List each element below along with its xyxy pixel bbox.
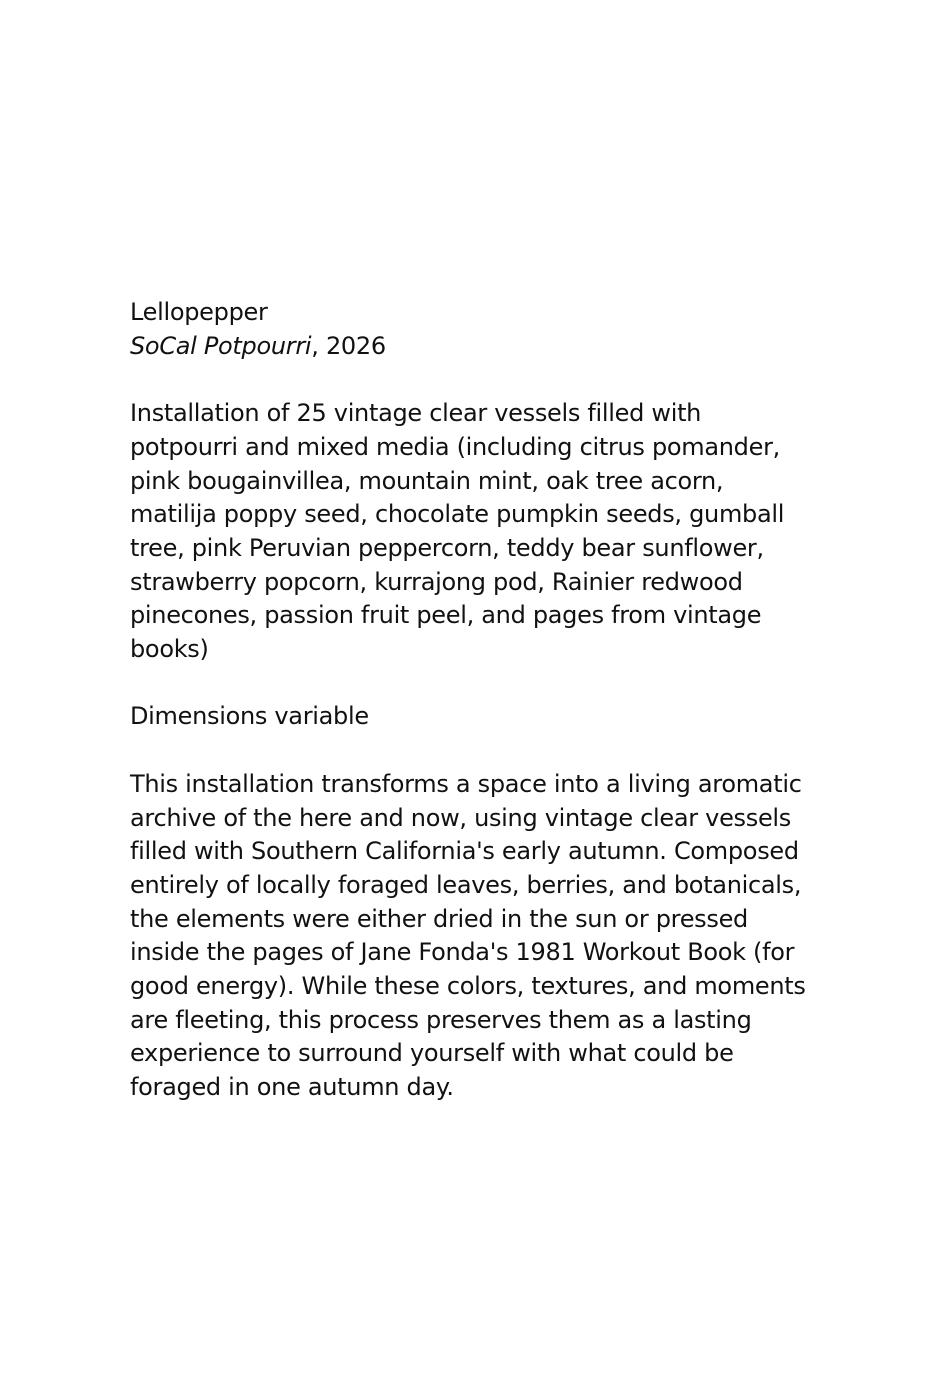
spacer — [130, 363, 810, 397]
artwork-title: SoCal Potpourri — [130, 331, 312, 360]
artwork-year: , 2026 — [311, 331, 386, 360]
spacer — [130, 734, 810, 768]
artwork-dimensions: Dimensions variable — [130, 702, 369, 731]
artist-name: Lellopepper — [130, 298, 268, 326]
artwork-medium: Installation of 25 vintage clear vessels filled with potpourri and mixed media (including citrus pomander, pink bougainvillea, mountain mint, oak tree acorn, matilija poppy seed, chocolate pumpkin seeds, gumball tree, pink Peruvian peppercorn, teddy bear sunflower, strawberry popcorn, kurrajong pod, Rainier redwood pinecones, passion fruit peel, and pages from vintage books) — [130, 399, 785, 664]
title-line — [130, 330, 810, 364]
spacer — [130, 667, 810, 701]
artwork-description: This installation transforms a space into a living aromatic archive of the here and now, using vintage clear vessels filled with Southern California's early autumn. Composed entirely of locally foraged leaves, berries, and botanicals, the elements were either dried in the sun or pressed inside the pages of Jane Fonda's 1981 Workout Book (for good energy). While these colors, textures, and moments are fleeting, this process preserves them as a lasting experience to surround yourself with what could be foraged in one autumn day. — [130, 769, 806, 1102]
artwork-label — [130, 296, 810, 1105]
